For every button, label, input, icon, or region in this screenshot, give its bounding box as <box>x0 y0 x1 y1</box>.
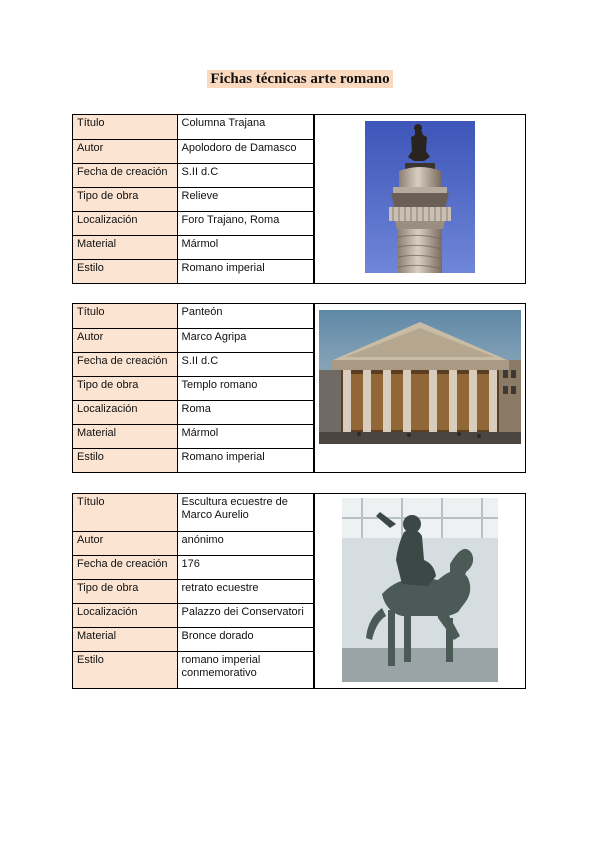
value-autor: Apolodoro de Damasco <box>177 139 314 163</box>
label-tipo: Tipo de obra <box>73 376 177 400</box>
value-tipo: retrato ecuestre <box>177 579 314 603</box>
label-estilo: Estilo <box>73 651 177 688</box>
label-material: Material <box>73 235 177 259</box>
value-material: Mármol <box>177 235 314 259</box>
label-titulo: Título <box>73 304 177 328</box>
value-estilo: Romano imperial <box>177 448 314 472</box>
value-fecha: 176 <box>177 555 314 579</box>
value-material: Bronce dorado <box>177 627 314 651</box>
image-cell <box>314 494 525 688</box>
label-titulo: Título <box>73 115 177 139</box>
card-marco-aurelio <box>72 493 526 689</box>
value-estilo: Romano imperial <box>177 259 314 283</box>
card-panteon <box>72 303 526 473</box>
label-autor: Autor <box>73 328 177 352</box>
image-cell <box>314 304 525 472</box>
value-tipo: Templo romano <box>177 376 314 400</box>
value-titulo: Panteón <box>177 304 314 328</box>
page-title <box>0 70 600 88</box>
label-localizacion: Localización <box>73 211 177 235</box>
card-columna-trajana <box>72 114 526 284</box>
label-estilo: Estilo <box>73 259 177 283</box>
label-material: Material <box>73 424 177 448</box>
label-tipo: Tipo de obra <box>73 187 177 211</box>
label-estilo: Estilo <box>73 448 177 472</box>
value-localizacion: Palazzo dei Conservatori <box>177 603 314 627</box>
info-table <box>73 115 314 283</box>
label-titulo: Título <box>73 494 177 531</box>
value-autor: anónimo <box>177 531 314 555</box>
label-fecha: Fecha de creación <box>73 555 177 579</box>
image-cell <box>314 115 525 283</box>
page-title-text: Fichas técnicas arte romano <box>207 70 392 88</box>
marcus-aurelius-statue-photo <box>342 498 498 682</box>
value-localizacion: Roma <box>177 400 314 424</box>
value-fecha: S.II d.C <box>177 352 314 376</box>
trajan-column-photo <box>365 121 475 273</box>
label-material: Material <box>73 627 177 651</box>
value-autor: Marco Agripa <box>177 328 314 352</box>
info-table <box>73 304 314 472</box>
value-estilo: romano imperial conmemorativo <box>177 651 314 688</box>
label-fecha: Fecha de creación <box>73 163 177 187</box>
label-localizacion: Localización <box>73 400 177 424</box>
value-titulo: Columna Trajana <box>177 115 314 139</box>
info-table <box>73 494 314 688</box>
label-autor: Autor <box>73 139 177 163</box>
label-fecha: Fecha de creación <box>73 352 177 376</box>
value-localizacion: Foro Trajano, Roma <box>177 211 314 235</box>
value-tipo: Relieve <box>177 187 314 211</box>
label-autor: Autor <box>73 531 177 555</box>
label-tipo: Tipo de obra <box>73 579 177 603</box>
value-fecha: S.II d.C <box>177 163 314 187</box>
value-titulo: Escultura ecuestre de Marco Aurelio <box>177 494 314 531</box>
value-material: Mármol <box>177 424 314 448</box>
label-localizacion: Localización <box>73 603 177 627</box>
pantheon-photo <box>319 310 521 444</box>
